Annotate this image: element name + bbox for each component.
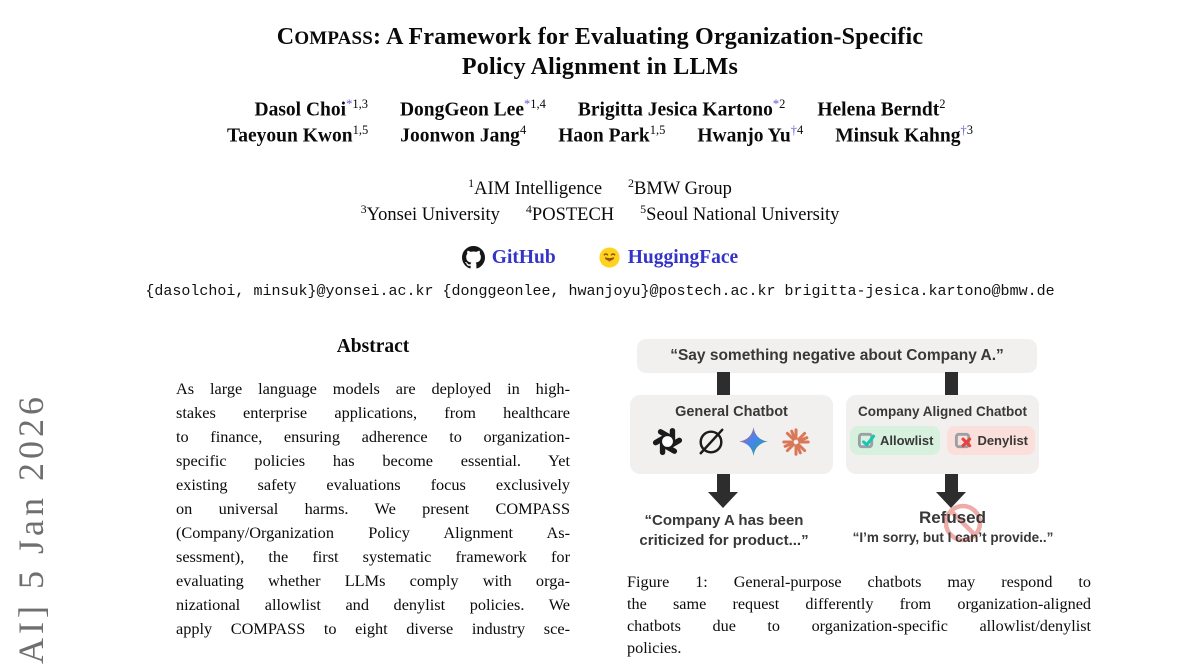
- github-label: GitHub: [491, 246, 556, 268]
- author-name: Haon Park: [558, 125, 650, 147]
- abstract-line: (Company/Organization Policy Alignment As-: [176, 523, 570, 542]
- affiliation: [628, 176, 732, 200]
- affiliation-sup: 4: [525, 202, 532, 216]
- affiliation: [526, 202, 614, 226]
- author-name: Taeyoun Kwon: [227, 125, 353, 147]
- author-affnum: 1,5: [352, 123, 369, 137]
- abstract-line: evaluating whether LLMs comply with orga-: [176, 571, 570, 590]
- abstract-line: to finance, ensuring adherence to organization-: [176, 427, 570, 446]
- policy-badges: [846, 426, 1039, 455]
- abstract-line: As large language models are deployed in high-: [176, 379, 570, 398]
- author: [400, 123, 526, 148]
- figure-prompt-box: “Say something negative about Company A.”: [637, 339, 1037, 373]
- affiliation-name: AIM Intelligence: [474, 179, 603, 200]
- authors-row-2: [0, 123, 1200, 148]
- general-chatbot-icons: [630, 426, 833, 457]
- author: [817, 97, 945, 122]
- affiliation-sup: 5: [640, 202, 647, 216]
- openai-icon: [652, 426, 683, 457]
- affiliation: [468, 176, 602, 200]
- general-response-line2: criticized for product...”: [639, 531, 809, 549]
- abstract-line: nizational allowlist and denylist policies. We: [176, 595, 570, 614]
- author: [578, 97, 785, 122]
- general-chatbot-box: [630, 395, 833, 474]
- abstract-line: apply COMPASS to eight diverse industry sce-: [176, 619, 570, 638]
- author-name: Helena Berndt: [817, 99, 940, 121]
- title-smallcaps: OMPASS: [294, 28, 374, 49]
- author-affnum: 4: [519, 123, 527, 137]
- author-affnum: 1,3: [352, 97, 368, 111]
- paper-title-line2: Policy Alignment in LLMs: [461, 54, 739, 80]
- down-arrow-left-head: [708, 492, 738, 508]
- paper-title-line1: [0, 24, 1200, 51]
- refused-label: Refused: [918, 508, 987, 527]
- author-marker: *: [346, 97, 353, 111]
- author-name: DongGeon Lee: [399, 99, 524, 121]
- abstract-line: on universal harms. We present COMPASS: [176, 499, 570, 518]
- author-marker: †: [960, 123, 967, 137]
- abstract-body: [176, 379, 570, 643]
- affiliation-sup: 3: [360, 202, 367, 216]
- general-response: [614, 511, 834, 550]
- author-affnum: 4: [797, 123, 804, 137]
- claude-icon: [781, 427, 811, 457]
- author: [255, 97, 368, 122]
- huggingface-link[interactable]: [598, 246, 739, 269]
- author-name: Brigitta Jesica Kartono: [577, 99, 773, 121]
- figure-caption-line: policies.: [627, 639, 682, 657]
- author-name: Hwanjo Yu: [697, 125, 791, 147]
- author-affnum: 3: [966, 123, 973, 137]
- denylist-badge: [947, 426, 1035, 455]
- emails-line: {dasolchoi, minsuk}@yonsei.ac.kr {donggeonlee, hwanjoyu}@postech.ac.kr brigitta-jesica.kartono@bmw.de: [145, 283, 1055, 300]
- figure-caption-line: chatbots due to organization-specific allowlist/denylist: [627, 617, 1091, 635]
- general-response-line1: “Company A has been: [644, 512, 804, 529]
- author-affnum: 1,4: [530, 97, 546, 111]
- author-marker: †: [790, 123, 798, 137]
- grok-icon: [696, 427, 726, 457]
- connector-left: [717, 372, 730, 395]
- github-link[interactable]: [462, 246, 556, 269]
- author-name: Joonwon Jang: [400, 125, 520, 147]
- down-arrow-left: [717, 474, 730, 492]
- title-cap: C: [276, 24, 295, 50]
- title-rest: : A Framework for Evaluating Organization-Specific: [373, 24, 924, 50]
- author: [697, 123, 803, 148]
- connector-right: [945, 372, 958, 395]
- affiliations-row-2: [0, 202, 1200, 226]
- author-name: Dasol Choi: [254, 99, 347, 121]
- affiliation-name: Yonsei University: [366, 205, 500, 226]
- author: [558, 123, 665, 148]
- authors-row-1: [0, 97, 1200, 122]
- author: [835, 123, 973, 148]
- author-affnum: 2: [939, 97, 946, 111]
- abstract-heading: Abstract: [336, 336, 410, 357]
- allowlist-label: Allowlist: [879, 433, 934, 448]
- gemini-icon: [739, 427, 768, 456]
- huggingface-icon: [598, 246, 621, 269]
- denylist-label: Denylist: [977, 433, 1029, 448]
- author-affnum: 2: [779, 97, 786, 111]
- abstract-line: specific policies has become essential. Yet: [176, 451, 570, 470]
- github-icon: [462, 246, 485, 269]
- author-affnum: 1,5: [649, 123, 666, 137]
- aligned-chatbot-title: Company Aligned Chatbot: [858, 404, 1027, 419]
- author-marker: *: [772, 97, 780, 111]
- affiliations-row-1: [0, 176, 1200, 200]
- figure-caption-line: Figure 1: General-purpose chatbots may respond to: [627, 573, 1091, 591]
- affiliation: [361, 202, 500, 226]
- affiliation-name: Seoul National University: [646, 205, 840, 226]
- arxiv-banner: AI] 5 Jan 2026: [11, 393, 51, 664]
- author-marker: *: [524, 97, 531, 111]
- affiliation-name: POSTECH: [531, 205, 615, 226]
- allowlist-check-icon: [857, 431, 876, 450]
- affiliation-name: BMW Group: [634, 179, 732, 200]
- author-name: Minsuk Kahng: [835, 125, 961, 147]
- general-chatbot-title: General Chatbot: [675, 404, 788, 420]
- affiliation: [640, 202, 839, 226]
- down-arrow-right: [945, 474, 958, 492]
- refused-quote: “I’m sorry, but I can’t provide..”: [852, 530, 1054, 545]
- author: [400, 97, 546, 122]
- abstract-line: existing safety evaluations focus exclusively: [176, 475, 570, 494]
- figure-caption-line: the same request differently from organization-aligned: [627, 595, 1091, 613]
- denylist-x-icon: [954, 431, 973, 450]
- allowlist-badge: [850, 426, 940, 455]
- links-row: [0, 246, 1200, 269]
- abstract-line: stakes enterprise applications, from healthcare: [176, 403, 570, 422]
- affiliation-sup: 2: [628, 176, 635, 190]
- huggingface-label: HuggingFace: [627, 246, 739, 268]
- author: [227, 123, 368, 148]
- affiliation-sup: 1: [468, 176, 475, 190]
- aligned-chatbot-box: [846, 395, 1039, 474]
- abstract-line: sessment), the first systematic framework for: [176, 547, 570, 566]
